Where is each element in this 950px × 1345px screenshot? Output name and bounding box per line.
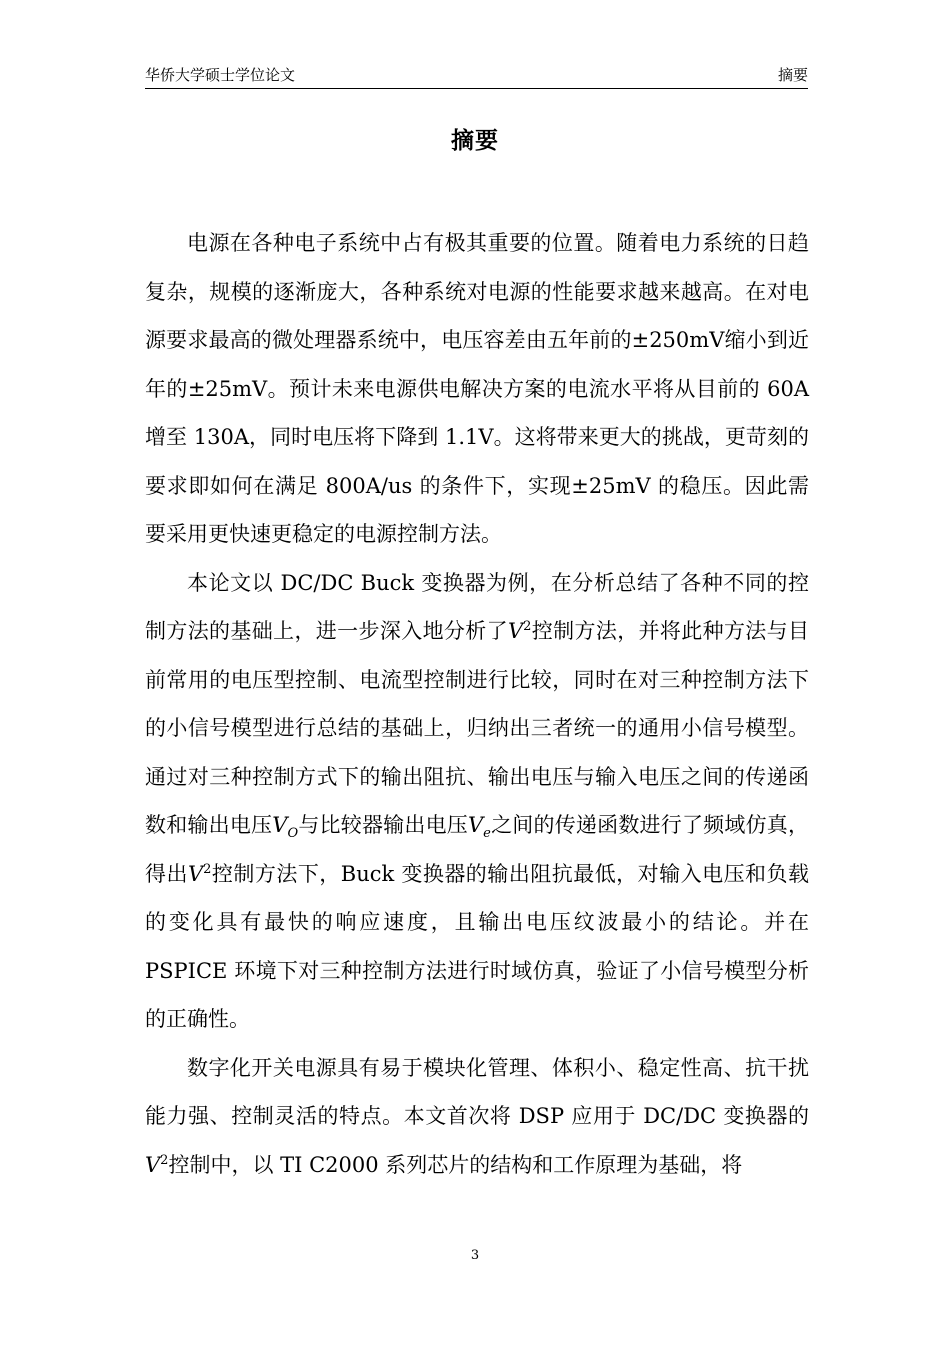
paragraph-3-text-2: 控制中，以 TI C2000 系列芯片的结构和工作原理为基础，将 [168,1152,743,1177]
paragraph-2-text-4: 之间的传递函数进行了频域仿真，得出 [145,813,810,886]
paragraph-2-text-3: 与比较器输出电压 [298,813,468,837]
abstract-body [145,219,809,1189]
page-header [145,62,808,89]
paragraph-2 [145,559,809,1044]
paragraph-3-text-1: 数字化开关电源具有易于模块化管理、体积小、稳定性高、抗干扰能力强、控制灵活的特点。本文首次将 DSP 应用于 DC/DC 变换器的 [145,1055,809,1128]
paragraph-2-text-1: 本论文以 DC/DC Buck 变换器为例，在分析总结了各种不同的控制方法的基础上，进一步深入地分析了 [145,570,809,643]
v-squared-symbol: $V^2$ [145,1152,169,1177]
header-section-title: 摘要 [777,66,808,84]
vo-symbol: $V_O$ [272,813,299,841]
paragraph-2-text-5: 控制方法下，Buck 变换器的输出阻抗最低，对输入电压和负载的变化具有最快的响应速度，且输出电压纹波最小的结论。并在 PSPICE 环境下对三种控制方法进行时域仿真，验证了小信号模型分析的正确性。 [145,861,810,1031]
paragraph-2-text-2: 控制方法，并将此种方法与目前常用的电压型控制、电流型控制进行比较，同时在对三种控制方法下的小信号模型进行总结的基础上，归纳出三者统一的通用小信号模型。通过对三种控制方式下的输出阻抗、输出电压与输入电压之间的传递函数和输出电压 [145,619,810,837]
page-number: 3 [470,1248,480,1263]
header-thesis-title: 华侨大学硕士学位论文 [145,66,296,84]
v-squared-symbol: $V^2$ [187,861,212,886]
ve-symbol: $V_e$ [468,813,491,841]
v-squared-symbol: $V^2$ [507,619,532,643]
page-title: 摘要 [451,128,499,154]
paragraph-3 [145,1044,809,1190]
paragraph-1: 电源在各种电子系统中占有极其重要的位置。随着电力系统的日趋复杂，规模的逐渐庞大，各种系统对电源的性能要求越来越高。在对电源要求最高的微处理器系统中，电压容差由五年前的±250mV缩小到近年的±25mV。预计未来电源供电解决方案的电流水平将从目前的 60A 增至 130A，同时电压将下降到 1.1V。这将带来更大的挑战，更苛刻的要求即如何在满足 800A/us 的条件下，实现±25mV 的稳压。因此需要采用更快速更稳定的电源控制方法。 [145,231,809,546]
